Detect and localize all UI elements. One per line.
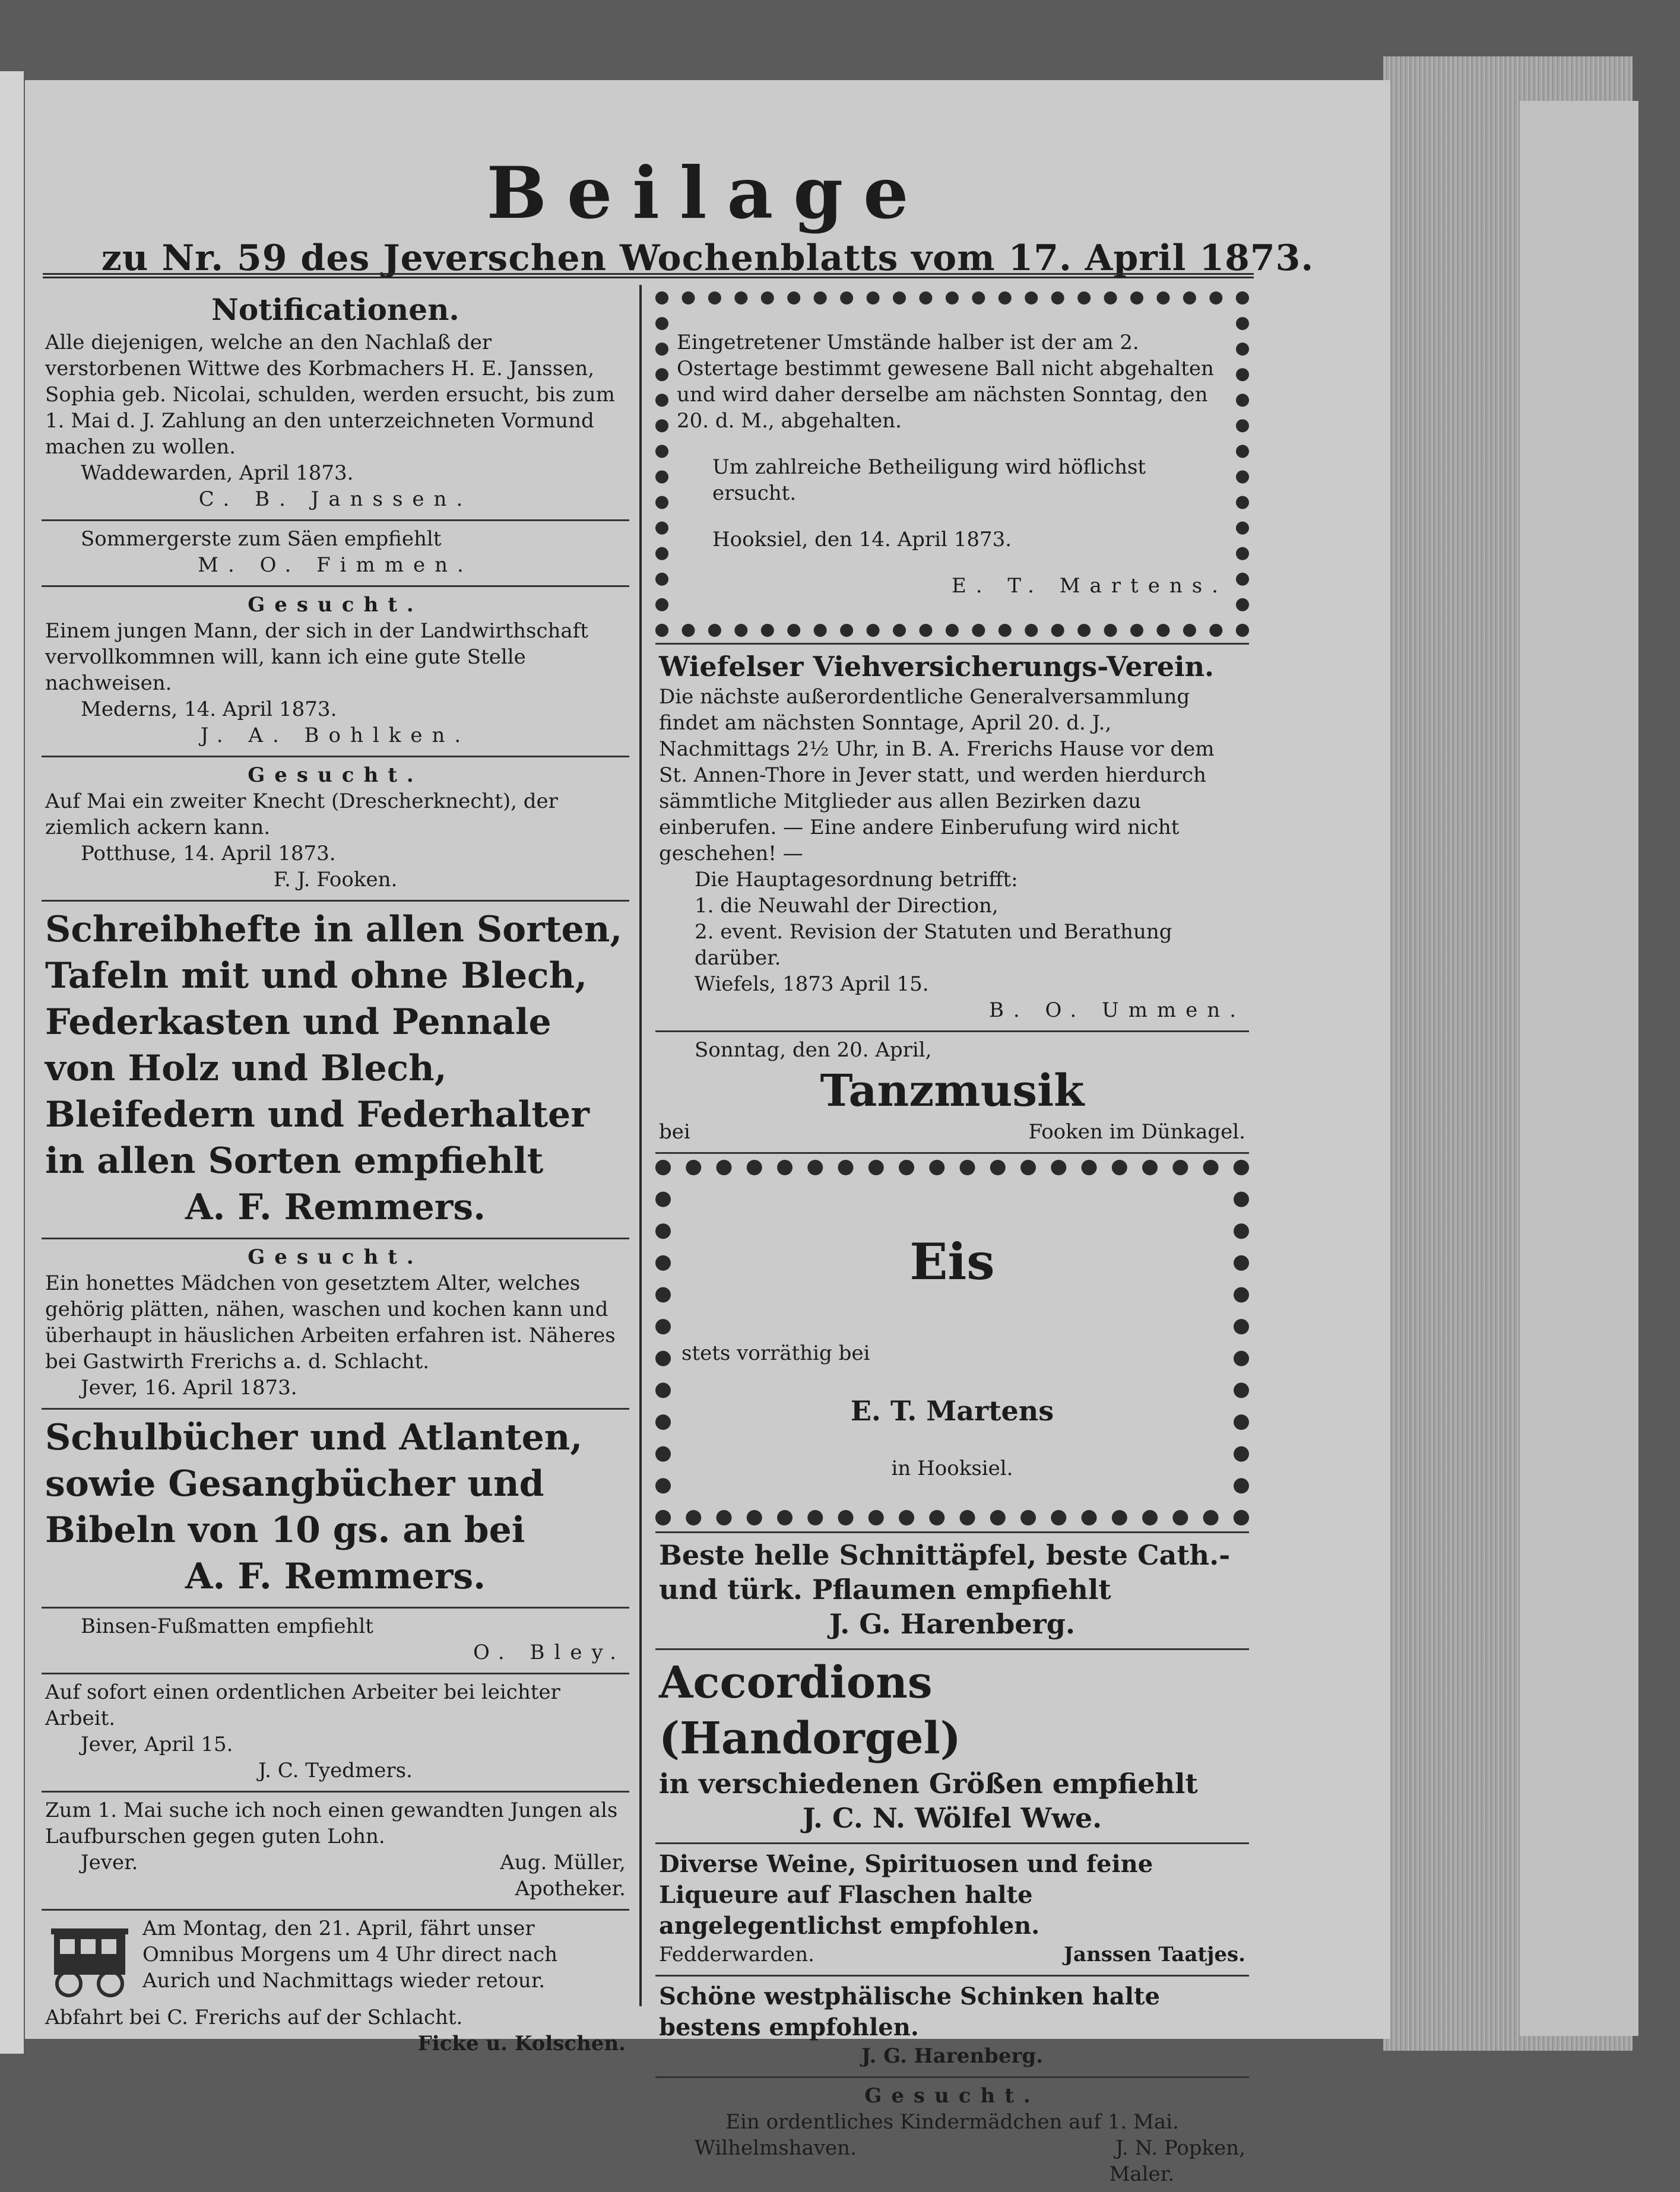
ad-body: Sommergerste zum Säen empfiehlt — [81, 527, 442, 551]
ad-body: Die nächste außerordentliche Generalversammlung findet am nächsten Sonntage, April 20. d. J., Nachmittags 2½ Uhr, in B. A. Frerichs Hause vor dem St. Annen-Thore in Jever statt, und werden hierdurch sämmtliche Mitglieder aus allen Bezirken dazu einberufen. — Eine andere Einberufung wird nicht geschehen! — — [659, 685, 1215, 865]
ad-place: Jever, 16. April 1873. — [81, 1376, 297, 1400]
ad-heading: Notificationen. — [211, 292, 459, 327]
gerste-ad — [42, 524, 629, 583]
gesucht-maedchen-ad — [42, 1242, 629, 1406]
ad-title: Tanzmusik — [820, 1065, 1085, 1116]
ad-signer: J. G. Harenberg. — [861, 2044, 1043, 2068]
ad-separator — [42, 519, 629, 521]
ad-body: in verschiedenen Größen empfiehlt — [659, 1768, 1198, 1800]
weine-ad — [655, 1847, 1249, 1972]
previous-page-edge — [0, 71, 24, 2054]
ad-title: Accordions (Handorgel) — [659, 1657, 961, 1764]
ad-signer: J. G. Harenberg. — [829, 1608, 1075, 1640]
ad-body: Einem jungen Mann, der sich in der Landwirthschaft vervollkommnen will, kann ich eine gute Stelle nachweisen. — [45, 619, 588, 695]
ad-signer: C. B. Janssen. — [198, 487, 473, 511]
ad-separator — [655, 1030, 1249, 1032]
ad-agenda-item: 2. event. Revision der Statuten und Berathung darüber. — [695, 920, 1172, 970]
ad-separator — [655, 2076, 1249, 2078]
ad-heading: Gesucht. — [248, 763, 423, 787]
ad-agenda-item: 1. die Neuwahl der Direction, — [695, 894, 999, 918]
ad-bei: bei — [659, 1120, 690, 1144]
ad-body: Schöne westphälische Schinken halte bestens empfohlen. — [659, 1982, 1160, 2041]
ad-place: Wilhelmshaven. — [695, 2136, 857, 2160]
omnibus-block — [45, 1915, 626, 2004]
ad-signer: J. A. Bohlken. — [200, 724, 471, 747]
ad-depart: Abfahrt bei C. Frerichs auf der Schlacht. — [45, 2006, 463, 2029]
ad-place: Wiefels, 1873 April 15. — [695, 972, 929, 996]
ad-separator — [42, 1791, 629, 1793]
laufbursche-ad — [42, 1795, 629, 1906]
ad-body: Binsen-Fußmatten empfiehlt — [81, 1614, 373, 1638]
ad-signer: A. F. Remmers. — [185, 1556, 486, 1597]
right-column — [655, 288, 1249, 2192]
ad-signer: F. J. Fooken. — [273, 868, 398, 892]
kindermaedchen-ad — [655, 2080, 1249, 2192]
accordions-ad — [655, 1652, 1249, 1840]
ad-heading: Wiefelser Viehversicherungs-Verein. — [659, 651, 1215, 683]
ad-invite: Um zahlreiche Betheiligung wird höflichst ersucht. — [712, 455, 1146, 505]
ad-body: Zum 1. Mai suche ich noch einen gewandten Jungen als Laufburschen gegen guten Lohn. — [45, 1798, 618, 1848]
aepfel-ad — [655, 1536, 1249, 1646]
ad-agenda-title: Die Hauptagesordnung betrifft: — [695, 868, 1018, 892]
ad-signer: E. T. Martens. — [951, 574, 1228, 598]
ad-signer-title: Maler. — [1109, 2162, 1174, 2186]
ad-signer: J. N. Popken, — [1115, 2136, 1245, 2160]
ad-separator — [655, 1648, 1249, 1650]
ad-separator — [42, 1909, 629, 1911]
eis-ad — [655, 1160, 1249, 1525]
verein-ad — [655, 647, 1249, 1028]
ad-separator — [42, 1607, 629, 1609]
ad-signer: J. C. N. Wölfel Wwe. — [802, 1802, 1102, 1834]
gesucht-knecht-ad — [42, 760, 629, 897]
ad-body: Beste helle Schnittäpfel, beste Cath.- und türk. Pflaumen empfiehlt — [659, 1539, 1231, 1606]
ad-title: Eis — [909, 1232, 995, 1291]
ad-signer: E. T. Martens — [850, 1395, 1054, 1427]
newspaper-page — [25, 80, 1390, 2186]
ad-body: Am Montag, den 21. April, fährt unser Omnibus Morgens um 4 Uhr direct nach Aurich und Nachmittags wieder retour. — [142, 1917, 558, 1993]
ad-place: Fedderwarden. — [659, 1943, 814, 1966]
notification-ad — [42, 288, 629, 517]
ad-body: Alle diejenigen, welche an den Nachlaß der verstorbenen Wittwe des Korbmachers H. E. Janssen, Sophia geb. Nicolai, schulden, werden ersucht, bis zum 1. Mai d. J. Zahlung an den unterzeichneten Vormund machen zu wollen. — [45, 331, 615, 459]
ad-body: stets vorräthig bei — [681, 1341, 870, 1365]
schreibhefte-ad — [42, 904, 629, 1235]
ad-sign-row — [659, 2135, 1245, 2161]
page-title: Beilage — [486, 151, 929, 235]
tanzmusik-ad — [655, 1035, 1249, 1150]
ad-heading: Gesucht. — [248, 593, 423, 617]
ad-where-row — [659, 1119, 1245, 1145]
column-divider — [639, 285, 642, 2006]
ad-place: Waddewarden, April 1873. — [81, 461, 354, 485]
ad-signer: Aug. Müller, — [500, 1851, 626, 1874]
ad-signer: M. O. Fimmen. — [198, 553, 473, 577]
ad-signer-title: Apotheker. — [515, 1877, 626, 1901]
ad-body: Schulbücher und Atlanten, sowie Gesangbücher und Bibeln von 10 gs. an bei — [45, 1417, 583, 1551]
gesucht-landwirth-ad — [42, 589, 629, 753]
ad-signer: Ficke u. Kolschen. — [417, 2032, 626, 2055]
ad-signer: B. O. Ummen. — [988, 998, 1245, 1022]
page-subtitle: zu Nr. 59 des Jeverschen Wochenblatts vom 17. April 1873. — [101, 237, 1314, 279]
ad-place: Jever. — [81, 1851, 138, 1874]
ad-body: Eingetretener Umstände halber ist der am 2. Ostertage bestimmt gewesene Ball nicht abgehalten und wird daher derselbe am nächsten Sonntag, den 20. d. M., abgehalten. — [677, 331, 1214, 433]
ad-separator — [655, 1152, 1249, 1154]
ad-date: Sonntag, den 20. April, — [695, 1038, 932, 1062]
header-rule — [43, 273, 1254, 278]
ad-body: Diverse Weine, Spirituosen und feine Liqueure auf Flaschen halte angelegentlichst empfohlen. — [659, 1850, 1153, 1940]
ad-separator — [42, 585, 629, 587]
ad-where: Fooken im Dünkagel. — [1028, 1120, 1245, 1144]
ad-heading: Gesucht. — [864, 2084, 1040, 2108]
ad-sign-row — [659, 1942, 1245, 1968]
ad-separator — [655, 1842, 1249, 1844]
ad-separator — [42, 1408, 629, 1410]
ad-separator — [42, 756, 629, 757]
left-column — [42, 288, 629, 2061]
schulbuecher-ad — [42, 1412, 629, 1604]
page-header — [25, 151, 1390, 279]
ad-body: Auf sofort einen ordentlichen Arbeiter bei leichter Arbeit. — [45, 1680, 560, 1730]
book-block — [1520, 101, 1638, 2036]
ad-heading: Gesucht. — [248, 1245, 423, 1269]
ad-signer: Janssen Taatjes. — [1063, 1943, 1245, 1966]
ad-separator — [655, 643, 1249, 645]
ad-separator — [42, 1673, 629, 1674]
ad-body: Ein honettes Mädchen von gesetztem Alter, welches gehörig plätten, nähen, waschen und kochen kann und überhaupt in häuslichen Arbeiten erfahren ist. Näheres bei Gastwirth Frerichs a. d. Schlacht. — [45, 1271, 616, 1373]
ad-signer: A. F. Remmers. — [185, 1187, 486, 1228]
ad-where: in Hooksiel. — [891, 1457, 1013, 1480]
ad-body: Ein ordentliches Kindermädchen auf 1. Mai. — [725, 2110, 1179, 2134]
ad-separator — [655, 1975, 1249, 1977]
arbeiter-ad — [42, 1677, 629, 1788]
ad-sign-row — [45, 1850, 626, 1876]
ad-signer: J. C. Tyedmers. — [258, 1759, 413, 1782]
omnibus-ad — [42, 1913, 629, 2061]
ad-place: Jever, April 15. — [81, 1733, 233, 1756]
ball-ad — [655, 291, 1249, 637]
ad-separator — [655, 1531, 1249, 1533]
ad-place: Potthuse, 14. April 1873. — [81, 842, 336, 865]
ad-separator — [42, 900, 629, 902]
schinken-ad — [655, 1979, 1249, 2074]
binsen-ad — [42, 1611, 629, 1670]
ad-place: Hooksiel, den 14. April 1873. — [712, 528, 1012, 551]
ad-body: Schreibhefte in allen Sorten, Tafeln mit und ohne Blech, Federkasten und Pennale von Holz und Blech, Bleifedern und Federhalter in allen Sorten empfiehlt — [45, 909, 623, 1182]
omnibus-carriage-icon — [45, 1915, 134, 2004]
ad-separator — [42, 1238, 629, 1239]
ad-signer: O. Bley. — [473, 1641, 626, 1664]
ad-body: Auf Mai ein zweiter Knecht (Drescherknecht), der ziemlich ackern kann. — [45, 789, 558, 839]
ad-place: Mederns, 14. April 1873. — [81, 697, 337, 721]
